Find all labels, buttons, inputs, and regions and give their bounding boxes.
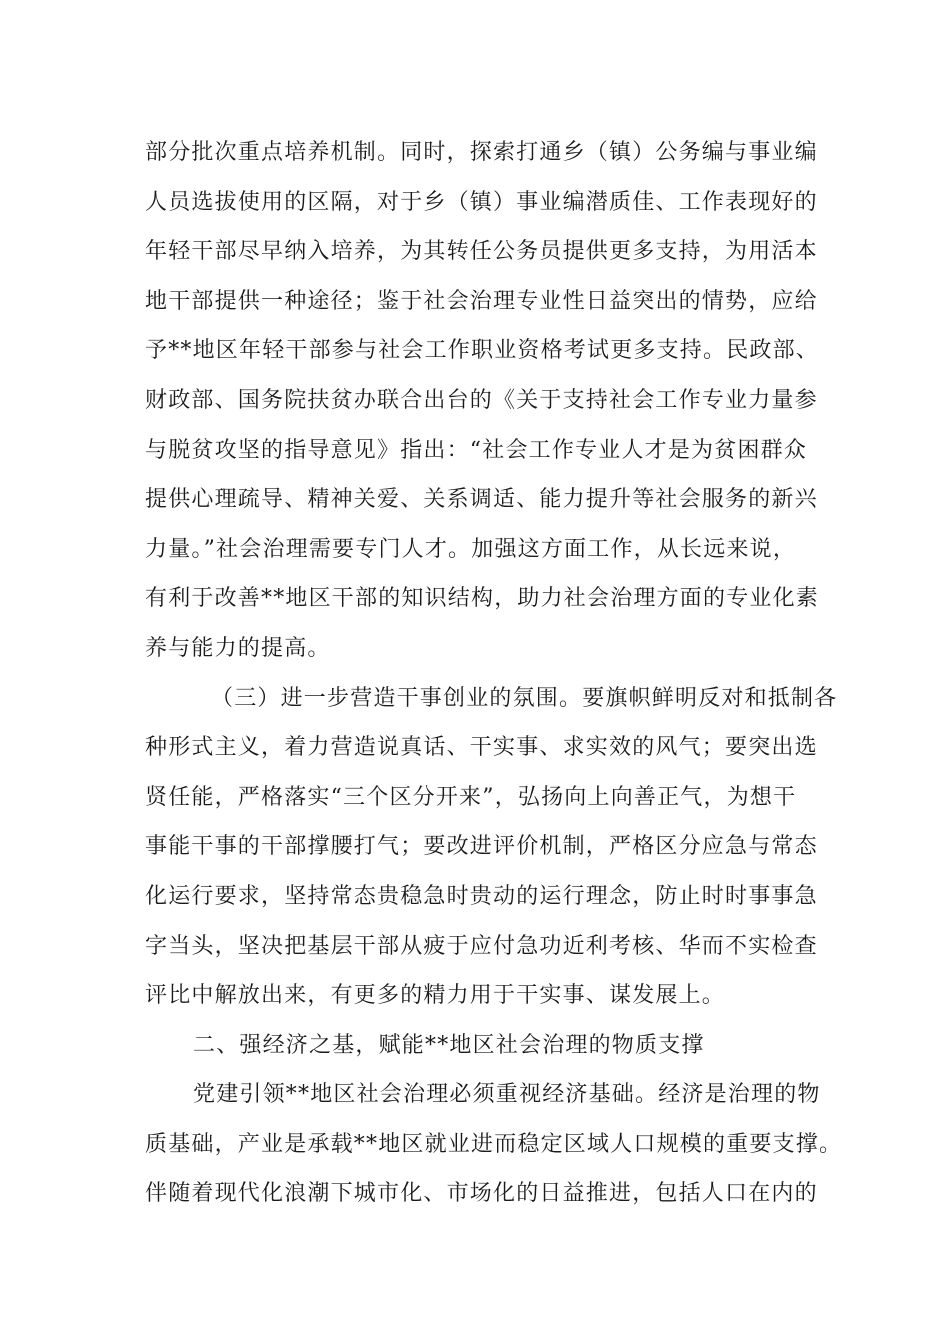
paragraph-line: 年轻干部尽早纳入培养，为其转任公务员提供更多支持，为用活本: [145, 239, 818, 265]
paragraph-line: 提供心理疏导、精神关爱、关系调适、能力提升等社会服务的新兴: [145, 487, 818, 513]
paragraph-line: 与脱贫攻坚的指导意见》指出：“社会工作专业人才是为贫困群众: [145, 437, 808, 463]
paragraph-line: 力量。”社会治理需要专门人才。加强这方面工作，从长远来说，: [145, 536, 797, 562]
paragraph-line: 贤任能，严格落实“三个区分开来”，弘扬向上向善正气，为想干: [145, 784, 797, 810]
paragraph-line: 予**地区年轻干部参与社会工作职业资格考试更多支持。民政部、: [145, 338, 820, 364]
paragraph-line: 事能干事的干部撑腰打气；要改进评价机制，严格区分应急与常态: [145, 834, 818, 860]
paragraph-line: （三）进一步营造干事创业的氛围。要旗帜鲜明反对和抵制各: [211, 685, 838, 711]
paragraph-line: 有利于改善**地区干部的知识结构，助力社会治理方面的专业化素: [145, 586, 820, 612]
paragraph-line: 党建引领**地区社会治理必须重视经济基础。经济是治理的物: [193, 1082, 821, 1108]
paragraph-line: 评比中解放出来，有更多的精力用于干实事、谋发展上。: [145, 983, 726, 1009]
paragraph-line: 财政部、国务院扶贫办联合出台的《关于支持社会工作专业力量参: [145, 387, 818, 413]
paragraph-line: 人员选拔使用的区隔，对于乡（镇）事业编潜质佳、工作表现好的: [145, 189, 818, 215]
paragraph-line: 字当头，坚决把基层干部从疲于应付急功近利考核、华而不实检查: [145, 933, 818, 959]
paragraph-line: 部分批次重点培养机制。同时，探索打通乡（镇）公务编与事业编: [145, 140, 818, 165]
body-text: [145, 128, 843, 1219]
section-heading: 二、强经济之基，赋能**地区社会治理的物质支撑: [193, 1032, 705, 1058]
paragraph-line: 地干部提供一种途径；鉴于社会治理专业性日益突出的情势，应给: [145, 288, 818, 314]
paragraph-line: 伴随着现代化浪潮下城市化、市场化的日益推进，包括人口在内的: [145, 1181, 818, 1207]
paragraph-line: 养与能力的提高。: [145, 635, 331, 661]
paragraph-line: 质基础，产业是承载**地区就业进而稳定区域人口规模的重要支撑。: [145, 1131, 843, 1157]
paragraph-line: 种形式主义，着力营造说真话、干实事、求实效的风气；要突出选: [145, 735, 818, 761]
paragraph-line: 化运行要求，坚持常态贵稳急时贵动的运行理念，防止时时事事急: [145, 883, 818, 909]
